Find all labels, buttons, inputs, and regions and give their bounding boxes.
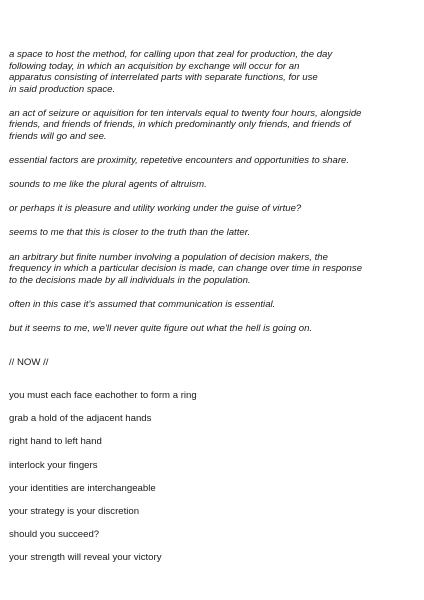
instruction-list — [9, 390, 417, 564]
essay-paragraph — [9, 108, 417, 143]
text-line: an arbitrary but finite number involving a population of decision makers, the — [9, 251, 328, 263]
essay-section — [9, 49, 417, 335]
text-line: seems to me that this is closer to the truth than the latter. — [9, 227, 251, 239]
essay-paragraph — [9, 299, 417, 311]
document-page — [9, 49, 417, 564]
instruction-line: your strategy is your discretion — [9, 506, 140, 518]
instruction-line: grab a hold of the adjacent hands — [9, 413, 152, 425]
essay-paragraph — [9, 252, 417, 287]
instruction-line: your identities are interchangeable — [9, 482, 156, 494]
instruction-line: right hand to left hand — [9, 436, 102, 448]
instruction-line: should you succeed? — [9, 529, 100, 541]
text-line: often in this case it's assumed that communication is essential. — [9, 298, 276, 310]
text-line: essential factors are proximity, repetetive encounters and opportunities to share. — [9, 155, 350, 167]
essay-paragraph — [9, 323, 417, 335]
text-line: sounds to me like the plural agents of altruism. — [9, 179, 207, 191]
essay-paragraph — [9, 227, 417, 239]
essay-paragraph — [9, 203, 417, 215]
essay-paragraph — [9, 155, 417, 167]
text-line: to the decisions made by all individuals in the population. — [9, 274, 251, 286]
essay-paragraph — [9, 49, 417, 95]
text-line: apparatus consisting of interrelated parts with separate functions, for use — [9, 72, 318, 84]
text-line: following today, in which an acquisition by exchange will occur for an — [9, 60, 300, 72]
section-divider-heading: // NOW // — [9, 356, 49, 368]
text-line: friends will go and see. — [9, 131, 107, 143]
text-line: a space to host the method, for calling upon that zeal for production, the day — [9, 49, 333, 60]
text-line: friends, and friends of friends, in which predominantly only friends, and friends of — [9, 119, 351, 131]
text-line: frequency in which a particular decision is made, can change over time in response — [9, 263, 363, 275]
instruction-line: your strength will reveal your victory — [9, 552, 162, 564]
instruction-line: interlock your fingers — [9, 459, 98, 471]
instruction-line: you must each face eachother to form a ring — [9, 390, 197, 402]
text-line: or perhaps it is pleasure and utility working under the guise of virtue? — [9, 203, 302, 215]
essay-paragraph — [9, 179, 417, 191]
text-line: in said production space. — [9, 83, 116, 95]
text-line: an act of seizure or aquisition for ten intervals equal to twenty four hours, alongside — [9, 107, 362, 119]
text-line: but it seems to me, we'll never quite figure out what the hell is going on. — [9, 322, 313, 334]
